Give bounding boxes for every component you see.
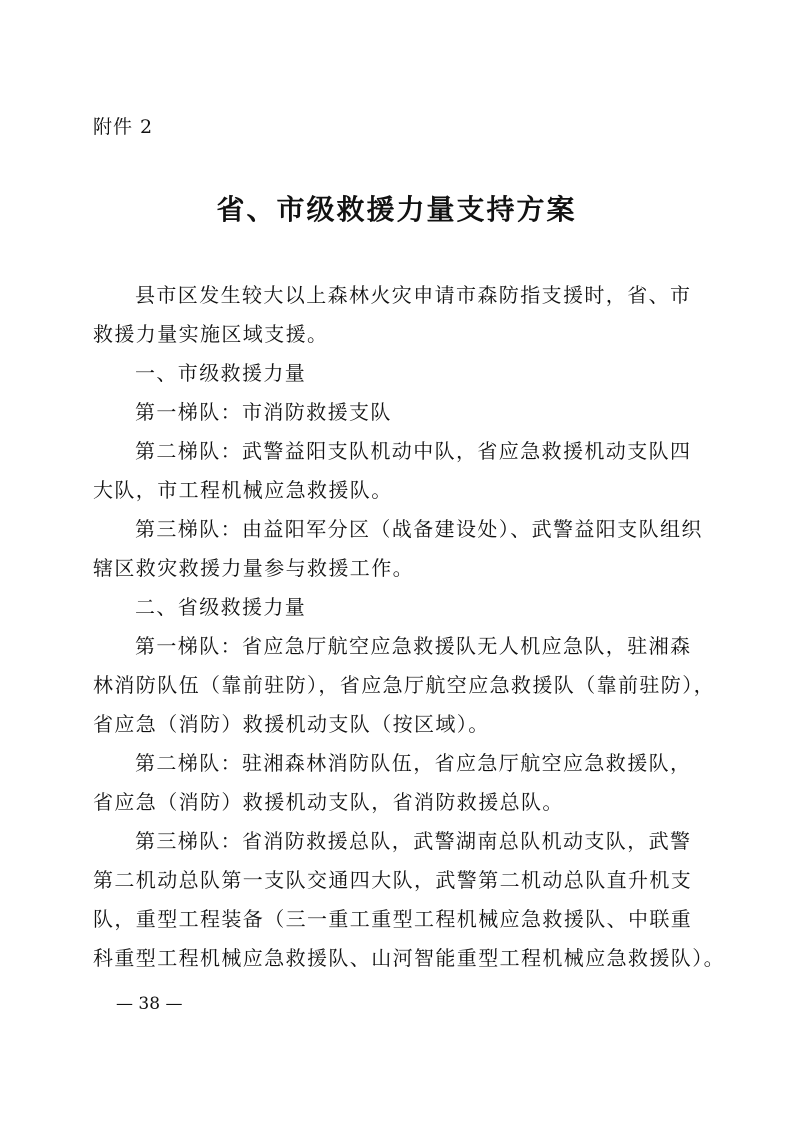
paragraph-line: 省应急（消防）救援机动支队，省消防救援总队。	[93, 790, 564, 814]
document-title: 省、市级救援力量支持方案	[216, 193, 577, 226]
paragraph-line: 林消防队伍（靠前驻防），省应急厅航空应急救援队（靠前驻防），	[93, 673, 715, 697]
paragraph-line: 救援力量实施区域支援。	[93, 322, 329, 346]
paragraph-line: 辖区救灾救援力量参与救援工作。	[93, 556, 414, 580]
paragraph-line: 第三梯队：省消防救援总队，武警湖南总队机动支队，武警	[135, 829, 692, 853]
section-heading-province: 二、省级救援力量	[135, 595, 307, 619]
paragraph-line: 大队，市工程机械应急救援队。	[93, 478, 393, 502]
paragraph-line: 省应急（消防）救援机动支队（按区域）。	[93, 712, 490, 736]
paragraph-line: 第三梯队：由益阳军分区（战备建设处）、武警益阳支队组织	[135, 517, 703, 541]
attachment-label: 附件 2	[93, 116, 154, 138]
paragraph-line: 第二梯队：驻湘森林消防队伍，省应急厅航空应急救援队，	[135, 751, 692, 775]
paragraph-line: 第一梯队：省应急厅航空应急救援队无人机应急队，驻湘森	[135, 634, 692, 658]
page-number: — 38 —	[116, 994, 183, 1014]
paragraph-line: 第二机动总队第一支队交通四大队，武警第二机动总队直升机支	[93, 868, 693, 892]
paragraph-line: 科重型工程机械应急救援队、山河智能重型工程机械应急救援队）。	[93, 946, 725, 970]
section-heading-city: 一、市级救援力量	[135, 361, 307, 385]
paragraph-line: 县市区发生较大以上森林火灾申请市森防指支援时，省、市	[135, 283, 692, 307]
paragraph-line: 队，重型工程装备（三一重工重型工程机械应急救援队、中联重	[93, 907, 693, 931]
document-body	[93, 276, 725, 978]
paragraph-line: 第二梯队：武警益阳支队机动中队，省应急救援机动支队四	[135, 439, 692, 463]
paragraph-line: 第一梯队：市消防救援支队	[135, 400, 392, 424]
